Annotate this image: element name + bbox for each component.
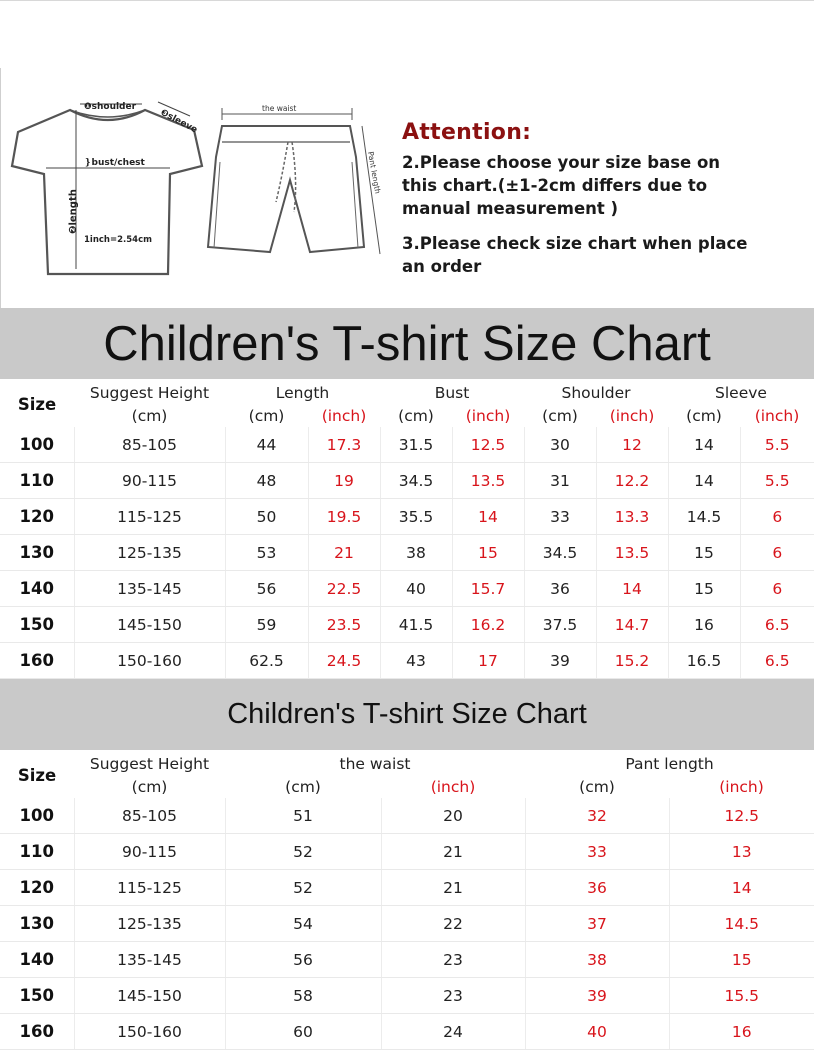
table-row	[0, 643, 814, 679]
unit-inch: (inch)	[430, 777, 476, 796]
table-cell: 56	[225, 571, 308, 607]
pants-unit-row	[0, 775, 814, 798]
size-cell: 130	[0, 535, 74, 571]
top-border	[0, 0, 814, 1]
table-cell: 85-105	[74, 427, 225, 463]
size-cell: 120	[0, 870, 74, 906]
pants-size-table	[0, 751, 814, 1050]
shoulder-header: Shoulder	[561, 383, 631, 402]
table-cell: 12.5	[669, 798, 814, 834]
attention-line-1c: manual measurement )	[402, 199, 619, 218]
table-cell: 33	[524, 499, 596, 535]
pant-length-label: Pant length	[366, 150, 383, 195]
height-header: Suggest Height	[89, 754, 210, 773]
table-cell: 24	[381, 1014, 525, 1050]
table-cell: 115-125	[74, 499, 225, 535]
table-cell: 14	[669, 870, 814, 906]
size-cell: 160	[0, 643, 74, 679]
table-cell: 21	[381, 834, 525, 870]
pants-header-row	[0, 751, 814, 775]
table-cell: 5.5	[740, 463, 814, 499]
table-cell: 13	[669, 834, 814, 870]
attention-line-1a: 2.Please choose your size base on	[402, 153, 721, 172]
table-cell: 135-145	[74, 571, 225, 607]
table-row	[0, 834, 814, 870]
table-cell: 30	[524, 427, 596, 463]
table-row	[0, 607, 814, 643]
table-cell: 60	[225, 1014, 381, 1050]
unit-inch: (inch)	[321, 406, 367, 425]
length-header: Length	[275, 383, 330, 402]
unit-cm: (cm)	[686, 406, 722, 425]
table-cell: 31.5	[380, 427, 452, 463]
attention-line-1b: this chart.(±1-2cm differs due to	[402, 176, 708, 195]
size-cell: 150	[0, 978, 74, 1014]
unit-inch: (inch)	[465, 406, 511, 425]
table-row	[0, 978, 814, 1014]
table-cell: 145-150	[74, 978, 225, 1014]
unit-inch: (inch)	[719, 777, 764, 796]
table-cell: 22.5	[308, 571, 380, 607]
table-cell: 16	[669, 1014, 814, 1050]
table-cell: 62.5	[225, 643, 308, 679]
table-cell: 21	[308, 535, 380, 571]
bust-label: ❵bust/chest	[84, 158, 145, 168]
table-cell: 39	[525, 978, 669, 1014]
table-cell: 125-135	[74, 535, 225, 571]
tshirt-chart-title: Children's T-shirt Size Chart	[103, 316, 711, 371]
table-cell: 53	[225, 535, 308, 571]
table-row	[0, 571, 814, 607]
table-cell: 38	[525, 942, 669, 978]
table-cell: 59	[225, 607, 308, 643]
table-cell: 14	[668, 463, 740, 499]
table-cell: 14.5	[669, 906, 814, 942]
table-row	[0, 463, 814, 499]
attention-title: Attention:	[402, 120, 532, 145]
table-cell: 150-160	[74, 643, 225, 679]
table-cell: 145-150	[74, 607, 225, 643]
table-cell: 16	[668, 607, 740, 643]
table-cell: 21	[381, 870, 525, 906]
table-cell: 135-145	[74, 942, 225, 978]
size-cell: 130	[0, 906, 74, 942]
table-cell: 54	[225, 906, 381, 942]
table-cell: 15	[669, 942, 814, 978]
table-cell: 38	[380, 535, 452, 571]
table-cell: 14	[596, 571, 668, 607]
table-cell: 23	[381, 978, 525, 1014]
attention-line-2b: an order	[402, 257, 482, 276]
unit-cm: (cm)	[579, 777, 615, 796]
pants-chart-title-band	[0, 679, 814, 750]
table-cell: 14	[668, 427, 740, 463]
pants-chart-title: Children's T-shirt Size Chart	[227, 698, 587, 730]
table-row	[0, 798, 814, 834]
table-cell: 37.5	[524, 607, 596, 643]
sleeve-header: Sleeve	[715, 383, 767, 402]
size-cell: 150	[0, 607, 74, 643]
size-cell: 120	[0, 499, 74, 535]
table-cell: 23.5	[308, 607, 380, 643]
size-header: Size	[17, 394, 57, 414]
sleeve-label: ❸sleeve	[158, 107, 199, 136]
table-cell: 22	[381, 906, 525, 942]
table-cell: 6.5	[740, 643, 814, 679]
table-cell: 90-115	[74, 463, 225, 499]
table-cell: 24.5	[308, 643, 380, 679]
waist-label: the waist	[262, 104, 297, 113]
table-cell: 85-105	[74, 798, 225, 834]
table-cell: 12	[596, 427, 668, 463]
table-cell: 58	[225, 978, 381, 1014]
table-cell: 34.5	[380, 463, 452, 499]
table-cell: 14.5	[668, 499, 740, 535]
table-cell: 56	[225, 942, 381, 978]
table-cell: 40	[380, 571, 452, 607]
table-row	[0, 1014, 814, 1050]
size-cell: 110	[0, 463, 74, 499]
table-cell: 6	[740, 571, 814, 607]
table-row	[0, 906, 814, 942]
table-cell: 14	[452, 499, 524, 535]
unit-inch: (inch)	[609, 406, 655, 425]
table-cell: 41.5	[380, 607, 452, 643]
tshirt-size-table	[0, 380, 814, 679]
illustration-area	[0, 80, 814, 305]
table-cell: 12.2	[596, 463, 668, 499]
table-cell: 35.5	[380, 499, 452, 535]
table-cell: 13.5	[452, 463, 524, 499]
bust-header: Bust	[434, 383, 470, 402]
table-cell: 15	[452, 535, 524, 571]
unit-cm: (cm)	[542, 406, 578, 425]
table-cell: 15	[668, 571, 740, 607]
table-cell: 39	[524, 643, 596, 679]
shorts-diagram	[200, 102, 390, 282]
size-cell: 140	[0, 571, 74, 607]
table-cell: 50	[225, 499, 308, 535]
waist-header: the waist	[339, 754, 411, 773]
unit-cm: (cm)	[398, 406, 434, 425]
attention-note	[402, 120, 812, 278]
table-cell: 36	[524, 571, 596, 607]
size-cell: 160	[0, 1014, 74, 1050]
table-row	[0, 870, 814, 906]
attention-line-2a: 3.Please check size chart when place	[402, 234, 748, 253]
height-header: Suggest Height	[89, 383, 210, 402]
table-cell: 15.7	[452, 571, 524, 607]
table-cell: 115-125	[74, 870, 225, 906]
table-cell: 15.5	[669, 978, 814, 1014]
table-cell: 14.7	[596, 607, 668, 643]
length-label: ❷length	[68, 189, 79, 234]
table-cell: 15.2	[596, 643, 668, 679]
table-row	[0, 535, 814, 571]
table-cell: 23	[381, 942, 525, 978]
table-cell: 33	[525, 834, 669, 870]
table-cell: 31	[524, 463, 596, 499]
height-unit: (cm)	[131, 777, 168, 796]
table-cell: 15	[668, 535, 740, 571]
table-cell: 6.5	[740, 607, 814, 643]
table-cell: 43	[380, 643, 452, 679]
size-header: Size	[17, 765, 57, 785]
unit-inch: (inch)	[754, 406, 800, 425]
tshirt-diagram	[10, 94, 205, 279]
table-cell: 6	[740, 535, 814, 571]
table-cell: 51	[225, 798, 381, 834]
size-cell: 140	[0, 942, 74, 978]
table-cell: 12.5	[452, 427, 524, 463]
table-cell: 44	[225, 427, 308, 463]
tshirt-header-row	[0, 380, 814, 404]
table-cell: 17	[452, 643, 524, 679]
inch-note: 1inch=2.54cm	[84, 235, 152, 245]
table-cell: 150-160	[74, 1014, 225, 1050]
unit-cm: (cm)	[285, 777, 321, 796]
shoulder-label: ❶shoulder	[84, 102, 137, 112]
table-cell: 16.2	[452, 607, 524, 643]
pant-length-header: Pant length	[625, 754, 714, 773]
size-cell: 100	[0, 427, 74, 463]
table-cell: 37	[525, 906, 669, 942]
table-cell: 48	[225, 463, 308, 499]
tshirt-chart-title-band	[0, 308, 814, 379]
table-row	[0, 942, 814, 978]
table-cell: 13.3	[596, 499, 668, 535]
table-cell: 52	[225, 870, 381, 906]
table-cell: 5.5	[740, 427, 814, 463]
table-cell: 52	[225, 834, 381, 870]
table-cell: 17.3	[308, 427, 380, 463]
table-cell: 32	[525, 798, 669, 834]
table-row	[0, 499, 814, 535]
table-cell: 20	[381, 798, 525, 834]
table-cell: 40	[525, 1014, 669, 1050]
table-cell: 34.5	[524, 535, 596, 571]
table-row	[0, 427, 814, 463]
table-cell: 19	[308, 463, 380, 499]
height-unit: (cm)	[131, 406, 168, 425]
tshirt-unit-row	[0, 404, 814, 427]
table-cell: 6	[740, 499, 814, 535]
unit-cm: (cm)	[248, 406, 285, 425]
table-cell: 90-115	[74, 834, 225, 870]
table-cell: 36	[525, 870, 669, 906]
size-cell: 100	[0, 798, 74, 834]
table-cell: 19.5	[308, 499, 380, 535]
table-cell: 125-135	[74, 906, 225, 942]
table-cell: 13.5	[596, 535, 668, 571]
size-cell: 110	[0, 834, 74, 870]
table-cell: 16.5	[668, 643, 740, 679]
